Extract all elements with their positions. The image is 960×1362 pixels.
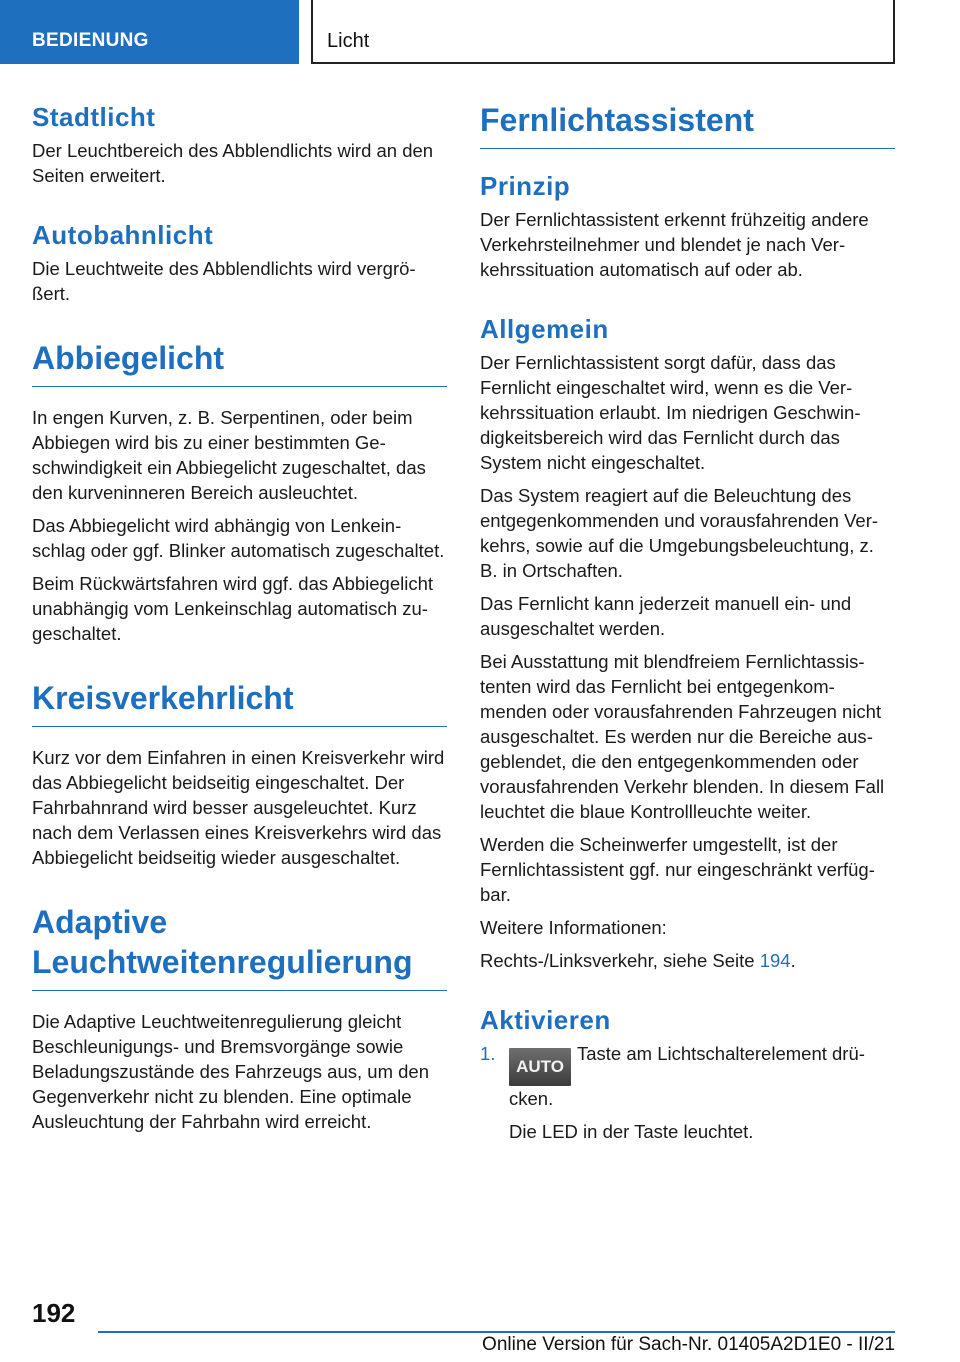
text-allgemein-6: Weitere Informationen: [480,917,667,938]
page-link-194[interactable]: 194 [759,950,791,971]
heading-autobahnlicht: Autobahnlicht [32,220,214,250]
text-abbiegelicht-3: Beim Rückwärtsfahren wird ggf. das Abbiegelicht unabhängig vom Lenkeinschlag automatisch zugeschaltet. [32,573,434,644]
step-1-text [509,1041,895,1111]
step-number: 1. [480,1043,496,1064]
text-autobahnlicht: Die Leuchtweite des Abblendlichts wird vergrößert. [32,258,416,304]
section-label: BEDIENUNG [32,30,149,51]
text-abbiegelicht-1: In engen Kurven, z. B. Serpentinen, oder beim Abbiegen wird bis zu einer bestimmten Geschwindigkeit ein Abbiegelicht zugeschaltet, das den kurveninneren Bereich ausleuchtet. [32,407,426,503]
chapter-header [311,0,895,64]
left-column [32,100,447,1142]
heading-stadtlicht: Stadtlicht [32,102,156,132]
heading-abbiegelicht: Abbiegelicht [32,338,447,387]
section-tab [0,0,299,64]
step-1-result: Die LED in der Taste leuchtet. [509,1121,754,1142]
footer-divider [98,1331,895,1333]
heading-adaptive-leuchtweitenregulierung [32,902,447,991]
text-kreisverkehrlicht: Kurz vor dem Einfahren in einen Kreisverkehr wird das Abbiegelicht beidseitig eingeschaltet. Der Fahrbahnrand wird besser ausgeleuchtet. Kurz nach dem Verlassen eines Kreisverkehrs wird das Abbiegelicht beidseitig wieder ausgeschaltet. [32,747,445,868]
text-allgemein-2: Das System reagiert auf die Beleuchtung des entgegenkommenden und vorausfahrenden Verkehrs, sowie auf die Umgebungsbeleuchtung, z. B. in Ortschaften. [480,485,879,581]
heading-allgemein: Allgemein [480,314,609,344]
text-stadtlicht: Der Leuchtbereich des Abblendlichts wird an den Seiten erweitert. [32,140,434,186]
heading-prinzip: Prinzip [480,171,571,201]
page-number: 192 [32,1298,76,1328]
text-allgemein-5: Werden die Scheinwerfer umgestellt, ist der Fernlichtassistent ggf. nur eingeschränkt verfügbar. [480,834,875,905]
heading-fernlichtassistent: Fernlichtassistent [480,100,895,149]
step-1 [480,1041,895,1144]
heading-adaptive-line2: Leuchtweitenregulierung [32,944,413,980]
text-abbiegelicht-2: Das Abbiegelicht wird abhängig von Lenkeinschlag oder ggf. Blinker automatisch zugeschaltet. [32,515,445,561]
step-1-instruction: Taste am Lichtschalterelement drücken. [509,1043,865,1109]
footer-version-note: Online Version für Sach-Nr. 01405A2D1E0 - II/21 [482,1334,895,1355]
heading-aktivieren: Aktivieren [480,1005,611,1035]
text-allgemein-1: Der Fernlichtassistent sorgt dafür, dass das Fernlicht eingeschaltet wird, wenn es die Verkehrssituation erlaubt. Im niedrigen Geschwindigkeitsbereich wird das Fernlicht durch das System nicht eingeschaltet. [480,352,861,473]
text-prinzip: Der Fernlichtassistent erkennt frühzeitig andere Verkehrsteilnehmer und blendet je nach Verkehrssituation automatisch auf oder ab. [480,209,869,280]
text-allgemein-3: Das Fernlicht kann jederzeit manuell ein- und ausgeschaltet werden. [480,593,852,639]
heading-kreisverkehrlicht: Kreisverkehrlicht [32,678,447,727]
reference-prefix: Rechts-/Linksverkehr, siehe Seite [480,950,760,971]
heading-adaptive-line1: Adaptive [32,904,168,940]
right-column [480,100,895,1152]
reference-suffix: . [790,950,796,971]
text-allgemein-4: Bei Ausstattung mit blendfreiem Fernlichtassistenten wird das Fernlicht bei entgegenkommenden oder vorausfahrenden Fahrzeugen nicht ausgeschaltet. Es werden nur die Bereiche ausgeblendet, die den entgegenkommenden oder vorausfahrenden Verkehr blenden. In diesem Fall leuchtet die blaue Kontrollleuchte weiter. [480,651,885,822]
text-allgemein-7 [480,948,895,973]
text-adaptive: Die Adaptive Leuchtweitenregulierung gleicht Beschleunigungs- und Bremsvorgänge sowie Beladungszustände des Fahrzeugs aus, um den Gegenverkehr nicht zu blenden. Eine optimale Ausleuchtung der Fahrbahn wird erreicht. [32,1011,429,1132]
chapter-label: Licht [327,30,370,52]
auto-key-icon: AUTO [509,1048,571,1086]
